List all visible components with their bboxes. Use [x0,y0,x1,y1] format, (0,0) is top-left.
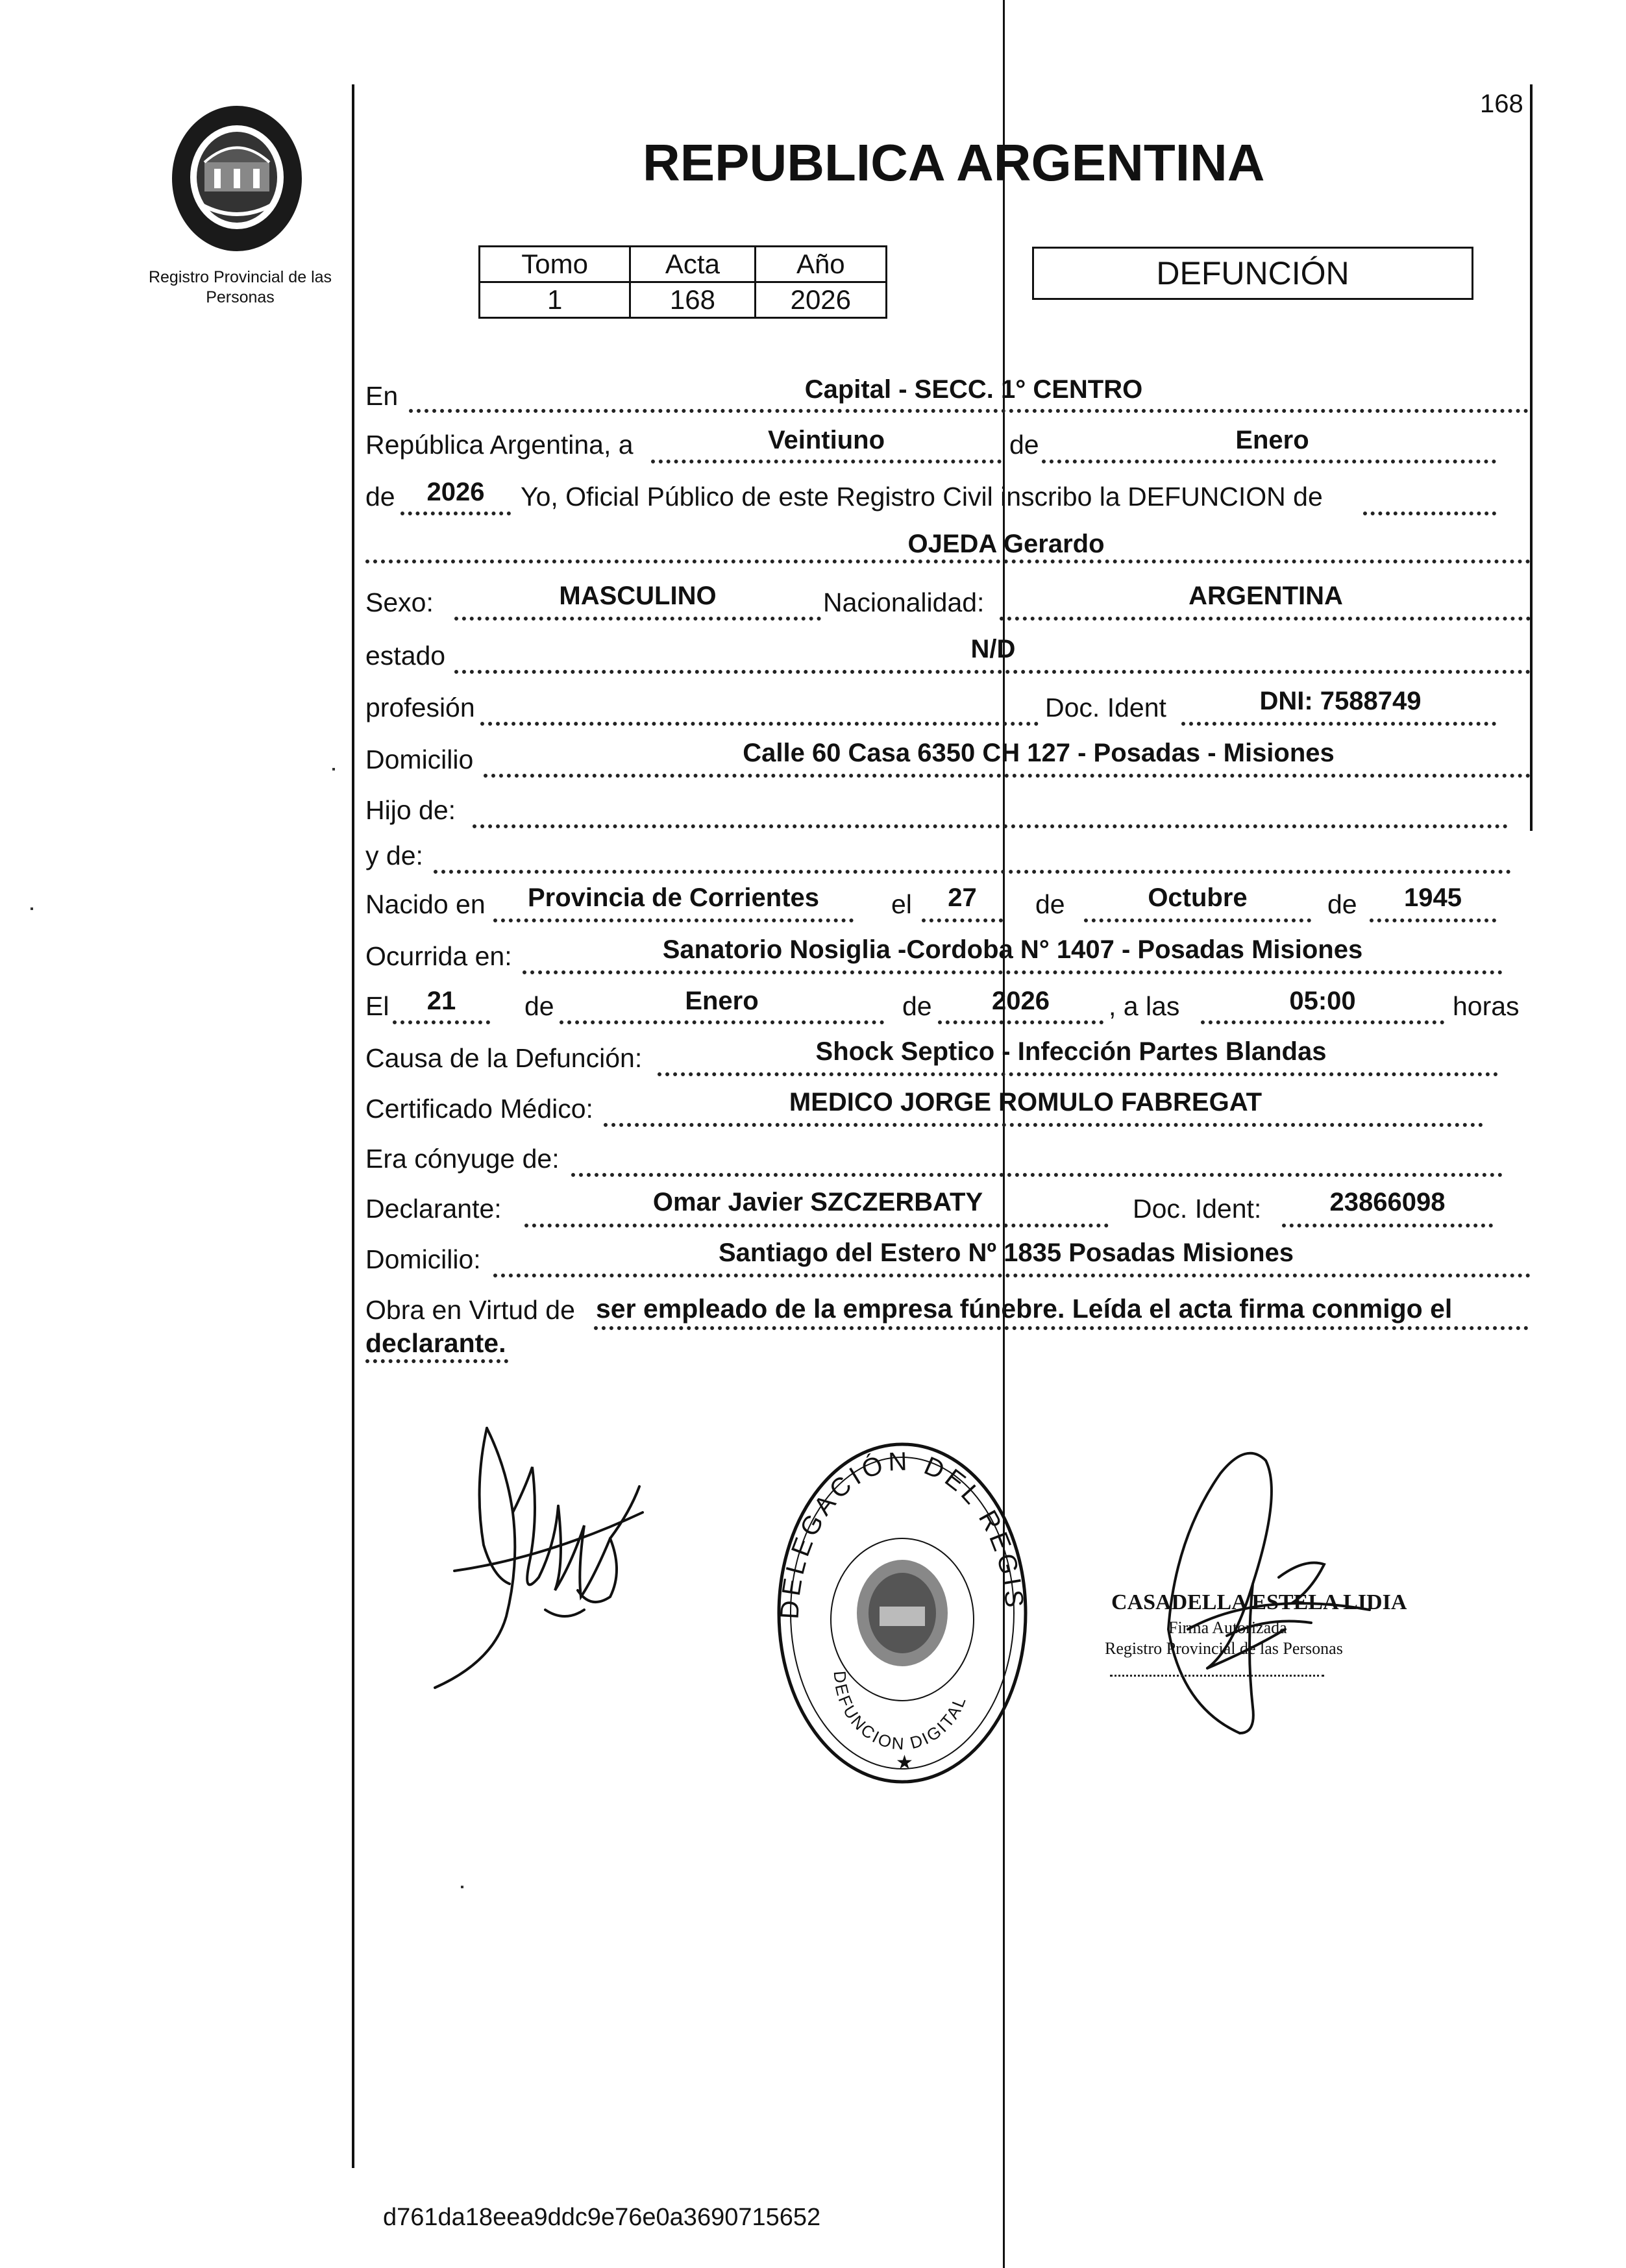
label-a-las: , a las [1109,991,1180,1021]
table-header-acta: Acta [630,247,755,282]
line-nacido-en [493,918,854,922]
line-nac-mes [1084,918,1311,922]
value-anio: 2026 [426,478,485,506]
value-nacionalidad: ARGENTINA [1189,582,1343,610]
value-certificado: MEDICO JORGE ROMULO FABREGAT [789,1088,1263,1116]
officer-office: Registro Provincial de las Personas [1105,1639,1343,1658]
label-de-2: de [365,482,395,512]
label-y-de: y de: [365,841,423,870]
label-sexo: Sexo: [365,587,434,617]
value-def-dia: 21 [426,987,456,1015]
line-fallecido [365,560,1531,563]
line-nacionalidad [1000,617,1531,621]
value-obra-line2: declarante. [365,1328,506,1358]
official-stamp [772,1425,1032,1788]
label-el: el [891,889,912,919]
value-nacido-en: Provincia de Corrientes [527,883,820,912]
line-certificado [604,1123,1483,1127]
label-de-6: de [902,991,932,1021]
value-nac-anio: 1945 [1404,883,1462,912]
label-domicilio-declarante: Domicilio: [365,1244,481,1274]
page-number: 168 [1480,90,1523,118]
reference-table [478,245,887,319]
line-declarante-doc [1282,1224,1493,1227]
document-title: REPUBLICA ARGENTINA [643,134,1265,191]
line-anio [400,512,511,515]
value-obra-line1: ser empleado de la empresa fúnebre. Leída el acta firma conmigo el [596,1294,1453,1324]
declarant-signature [415,1415,649,1701]
officer-signature-line [1110,1675,1324,1677]
line-doc-ident [1181,722,1496,726]
line-y-de [434,870,1511,874]
line-hijo-de [473,824,1508,828]
table-header-anio: Año [755,247,886,282]
label-horas: horas [1453,991,1520,1021]
value-dia-letras: Veintiuno [768,426,885,454]
line-declarante [524,1224,1109,1227]
line-causa [658,1072,1498,1076]
line-def-dia [393,1020,490,1024]
label-estado: estado [365,641,446,671]
table-value-tomo: 1 [480,282,630,318]
line-domicilio [484,774,1531,778]
value-hora: 05:00 [1289,987,1356,1015]
line-def-anio [938,1020,1103,1024]
stray-mark [332,768,335,770]
label-profesion: profesión [365,693,475,722]
line-hora [1201,1020,1444,1024]
table-header-tomo: Tomo [480,247,630,282]
table-value-anio: 2026 [755,282,886,318]
line-obra-1 [594,1326,1529,1330]
province-seal-logo [166,101,308,256]
stamp-outer-text: DELEGACIÓN DEL REGIS [775,1447,1029,1620]
label-nacionalidad: Nacionalidad: [823,587,985,617]
line-nac-dia [922,918,1003,922]
stray-mark [31,907,33,910]
line-dia [651,460,1002,463]
line-obra-2 [365,1359,508,1363]
officer-role: Firma Autorizada [1168,1618,1287,1637]
label-en: En [365,381,399,411]
label-de-3: de [1035,889,1065,919]
value-ocurrida-en: Sanatorio Nosiglia -Cordoba N° 1407 - Posadas Misiones [662,935,1363,964]
line-profesion [480,722,1039,726]
label-el-cap: El [365,991,389,1021]
right-margin-line [1530,84,1533,831]
value-estado: N/D [970,635,1016,663]
line-en [409,409,1529,413]
line-sexo [454,617,821,621]
left-margin-line [352,84,354,2168]
value-domicilio: Calle 60 Casa 6350 CH 127 - Posadas - Misiones [743,739,1335,767]
value-declarante-doc: 23866098 [1329,1188,1446,1216]
line-defuncion-de [1363,512,1496,515]
value-fallecido: OJEDA Gerardo [907,530,1105,558]
table-value-acta: 168 [630,282,755,318]
center-fold-line [1003,0,1005,2268]
value-nac-dia: 27 [948,883,977,912]
label-de-5: de [524,991,554,1021]
label-certificado: Certificado Médico: [365,1094,593,1124]
line-def-mes [560,1020,884,1024]
value-declarante: Omar Javier SZCZERBATY [652,1188,983,1216]
value-lugar: Capital - SECC. 1° CENTRO [804,375,1143,404]
document-type: DEFUNCIÓN [1156,255,1349,291]
line-domicilio-declarante [493,1274,1531,1277]
value-causa: Shock Septico - Infección Partes Blandas [815,1037,1327,1066]
line-nac-anio [1370,918,1496,922]
label-yo-oficial: Yo, Oficial Público de este Registro Civil inscribo la DEFUNCION de [521,482,1323,512]
svg-text:DEFUNCION DIGITAL [830,1670,970,1754]
label-hijo-de: Hijo de: [365,795,456,825]
label-causa: Causa de la Defunción: [365,1043,643,1073]
label-conyuge: Era cónyuge de: [365,1144,560,1174]
registry-name: Registro Provincial de las Personas [148,268,332,306]
officer-name: CASADELLA ESTELA LIDIA [1111,1590,1407,1614]
value-domicilio-declarante: Santiago del Estero Nº 1835 Posadas Misiones [718,1239,1294,1267]
label-ocurrida-en: Ocurrida en: [365,941,512,971]
value-nac-mes: Octubre [1148,883,1248,912]
line-ocurrida-en [523,970,1503,974]
label-declarante-doc: Doc. Ident: [1133,1194,1262,1224]
stray-mark [461,1886,463,1888]
value-sexo: MASCULINO [559,582,717,610]
label-nacido-en: Nacido en [365,889,486,919]
value-doc-ident: DNI: 7588749 [1259,687,1422,715]
label-doc-ident: Doc. Ident [1045,693,1166,722]
label-de-1: de [1009,430,1039,460]
value-def-mes: Enero [685,987,759,1015]
label-domicilio: Domicilio [365,745,474,774]
value-mes: Enero [1235,426,1309,454]
svg-text:★: ★ [896,1751,913,1774]
line-estado [454,670,1531,674]
document-type-box [1032,247,1473,300]
label-de-4: de [1327,889,1357,919]
line-mes [1042,460,1496,463]
stamp-inner-text: DEFUNCION DIGITAL [830,1670,970,1754]
label-declarante: Declarante: [365,1194,502,1224]
label-obra-en-virtud: Obra en Virtud de [365,1295,575,1325]
line-conyuge [571,1173,1503,1177]
label-republica: República Argentina, a [365,430,634,460]
value-def-anio: 2026 [992,987,1050,1015]
document-hash: d761da18eea9ddc9e76e0a3690715652 [383,2204,821,2231]
